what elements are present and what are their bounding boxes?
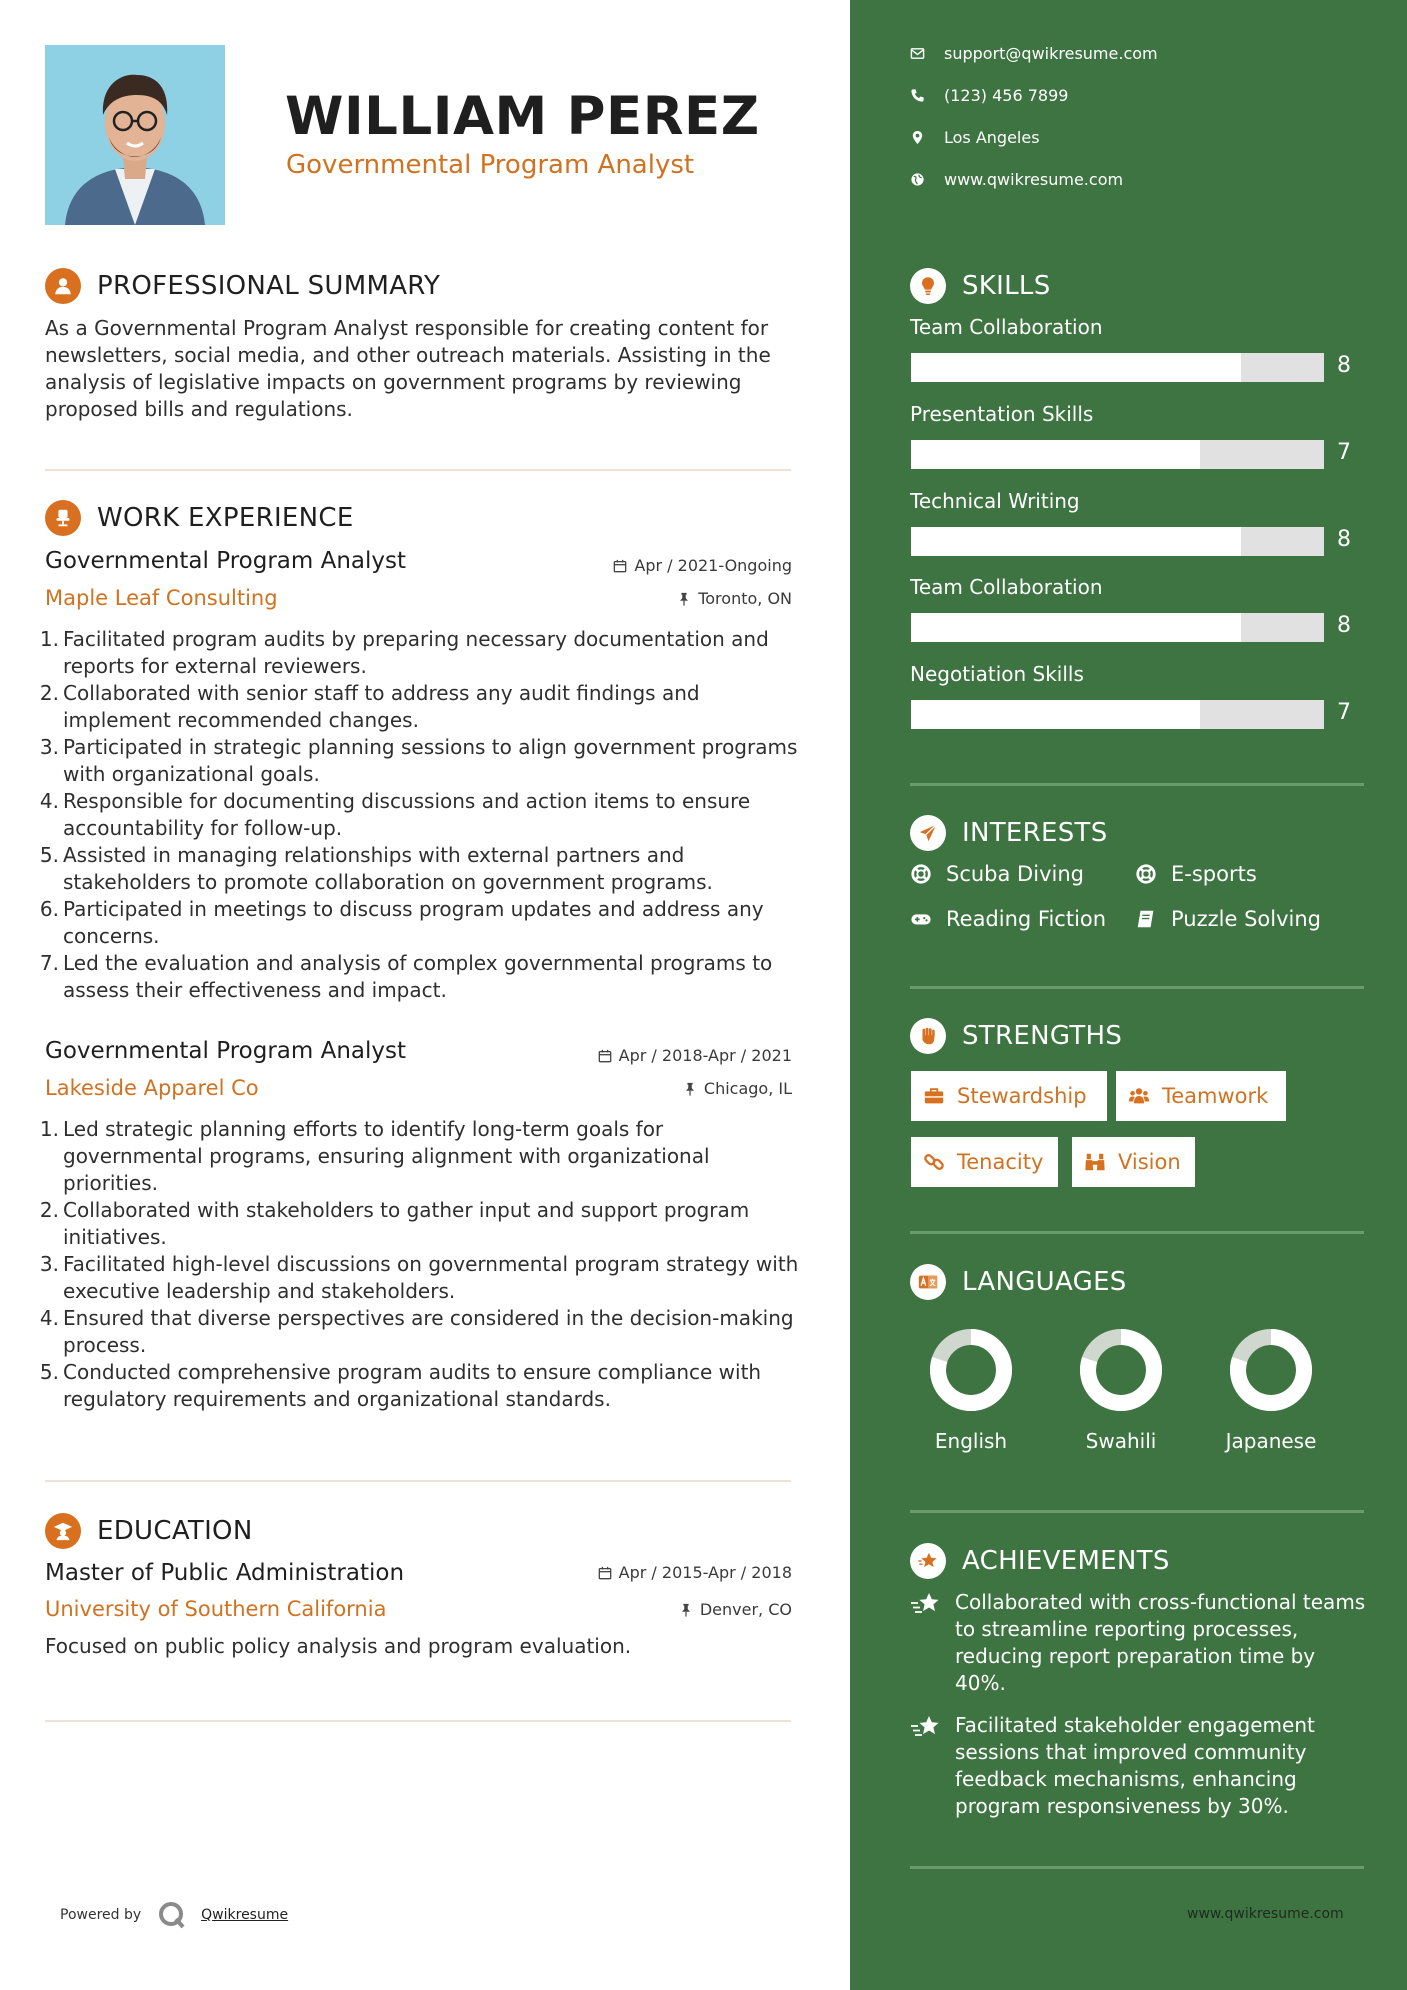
education-location [679,1600,792,1619]
gamepad-icon [910,908,932,930]
skill-name: Team Collaboration [910,315,1103,339]
link-icon [923,1151,945,1173]
sidebar [850,0,1407,1990]
company-name: Maple Leaf Consulting [45,586,278,610]
lifebuoy-icon [1135,863,1157,885]
languages-title: LANGUAGES [962,1267,1127,1297]
qwikresume-link[interactable]: Qwikresume [201,1907,289,1923]
job-location-text: Chicago, IL [703,1079,792,1098]
language-item [911,1327,1031,1453]
job-duties [37,626,807,1004]
education-date [598,1563,792,1582]
skill-bar [911,353,1324,382]
achievement-text: Collaborated with cross-functional teams to streamline reporting processes, reducing report preparation time by 40%. [955,1590,1366,1695]
job-location [683,1079,792,1098]
job-title: Governmental Program Analyst [45,1038,406,1064]
job-date-text: Apr / 2021-Ongoing [634,556,792,575]
graduate-icon [45,1513,81,1549]
divider [910,1510,1364,1513]
job-date [613,556,792,575]
powered-by [60,1900,288,1930]
pushpin-icon [683,1082,697,1096]
contact-website[interactable] [910,170,1123,189]
shooting-star-icon [910,1714,942,1742]
divider [45,1480,791,1482]
star-badge-icon [910,1543,946,1579]
list-item: 1. Led strategic planning efforts to identify long-term goals for governmental programs, ensuring alignment with organizational priorities. [39,1117,710,1195]
list-item: 1. Facilitated program audits by preparing necessary documentation and reports for external reviewers. [39,627,769,678]
email-text: support@qwikresume.com [944,44,1158,63]
binoculars-icon [1084,1151,1106,1173]
skill-bar-fill [911,700,1200,729]
list-item: 3. Participated in strategic planning sessions to align government programs with organizational goals. [39,735,798,786]
book-icon [1135,908,1157,930]
powered-by-label: Powered by [60,1907,142,1923]
calendar-icon [613,559,627,573]
strengths-title: STRENGTHS [962,1021,1123,1051]
strength-tag [1116,1071,1286,1121]
company-name: Lakeside Apparel Co [45,1076,259,1100]
interest-item [910,862,1084,886]
interest-item [1135,907,1321,931]
users-icon [1128,1085,1150,1107]
paper-plane-icon [910,815,946,851]
strength-label: Teamwork [1162,1084,1269,1108]
languages-heading [910,1264,1127,1300]
achievement-item [910,1712,1370,1820]
skill-bar-fill [911,353,1241,382]
fist-icon [910,1018,946,1054]
language-label: Swahili [1085,1429,1157,1453]
divider [45,469,791,471]
skill-name: Technical Writing [910,489,1080,513]
list-item: 4. Responsible for documenting discussions and action items to ensure accountability for follow-up. [39,789,751,840]
list-item: 6. Participated in meetings to discuss program updates and address any concerns. [39,897,764,948]
language-label: Japanese [1225,1429,1317,1453]
profile-photo [45,45,225,225]
briefcase-icon [923,1085,945,1107]
education-title: EDUCATION [97,1516,253,1546]
summary-text: As a Governmental Program Analyst responsible for creating content for newsletters, social media, and other outreach materials. Assisting in the analysis of legislative impacts on government programs by reviewing proposed bills and regulations. [45,316,771,421]
skill-name: Team Collaboration [910,575,1103,599]
language-donut [1228,1327,1314,1413]
lifebuoy-icon [910,863,932,885]
school-name: University of Southern California [45,1597,387,1621]
list-item: 5. Conducted comprehensive program audits to ensure compliance with regulatory requirements and organizational standards. [39,1360,762,1411]
skill-name: Negotiation Skills [910,662,1084,686]
summary-heading [45,268,440,304]
strengths-heading [910,1018,1122,1054]
skill-name: Presentation Skills [910,402,1094,426]
experience-heading [45,500,354,536]
experience-title: WORK EXPERIENCE [97,503,354,533]
language-item [1211,1327,1331,1453]
summary-title: PROFESSIONAL SUMMARY [97,271,441,301]
phone-icon [910,88,925,103]
language-donut [1078,1327,1164,1413]
contact-location [910,128,1040,147]
job-date [598,1046,792,1065]
lightbulb-icon [910,268,946,304]
qwikresume-logo-icon [157,1900,187,1930]
interest-item [910,907,1106,931]
strength-label: Tenacity [957,1150,1044,1174]
job-location-text: Toronto, ON [698,589,792,608]
skill-level: 7 [1337,440,1351,465]
contact-phone[interactable] [910,86,1068,105]
shooting-star-icon [910,1591,942,1619]
calendar-icon [598,1049,612,1063]
list-item: 4. Ensured that diverse perspectives are considered in the decision-making process. [39,1306,794,1357]
location-text: Los Angeles [944,128,1040,147]
skill-level: 7 [1337,700,1351,725]
education-date-text: Apr / 2015-Apr / 2018 [618,1563,792,1582]
pushpin-icon [679,1603,693,1617]
skills-heading [910,268,1051,304]
footer-website[interactable]: www.qwikresume.com [1187,1906,1344,1922]
education-location-text: Denver, CO [699,1600,792,1619]
strength-tag [911,1071,1107,1121]
user-icon [45,268,81,304]
divider [45,1720,791,1722]
list-item: 7. Led the evaluation and analysis of complex governmental programs to assess their effectiveness and impact. [39,951,773,1002]
interest-label: Reading Fiction [946,907,1107,931]
candidate-role: Governmental Program Analyst [286,150,695,180]
skill-level: 8 [1337,527,1351,552]
interests-title: INTERESTS [962,818,1108,848]
divider [910,986,1364,989]
degree-name: Master of Public Administration [45,1560,405,1586]
interests-heading [910,815,1108,851]
strength-label: Stewardship [957,1084,1087,1108]
interest-label: Puzzle Solving [1171,907,1321,931]
skill-bar [911,440,1324,469]
language-item [1061,1327,1181,1453]
divider [910,1231,1364,1234]
skill-bar-fill [911,440,1200,469]
skill-bar-fill [911,613,1241,642]
chair-icon [45,500,81,536]
candidate-name: WILLIAM PEREZ [285,86,760,147]
list-item: 2. Collaborated with stakeholders to gather input and support program initiatives. [39,1198,750,1249]
education-description: Focused on public policy analysis and program evaluation. [45,1634,632,1658]
language-donut [928,1327,1014,1413]
education-heading [45,1513,253,1549]
skill-bar [911,613,1324,642]
achievement-item [910,1589,1370,1697]
map-marker-icon [910,130,925,145]
calendar-icon [598,1566,612,1580]
interest-item [1135,862,1257,886]
achievements-heading [910,1543,1170,1579]
translate-icon [910,1264,946,1300]
contact-email[interactable] [910,44,1158,63]
interest-label: E-sports [1171,862,1257,886]
job-location [677,589,792,608]
skill-bar [911,527,1324,556]
strength-label: Vision [1118,1150,1181,1174]
strength-tag [1072,1137,1195,1187]
list-item: 5. Assisted in managing relationships with external partners and stakeholders to promote collaboration on government programs. [39,843,713,894]
job-date-text: Apr / 2018-Apr / 2021 [618,1046,792,1065]
language-label: English [934,1429,1008,1453]
list-item: 2. Collaborated with senior staff to address any audit findings and implement recommended changes. [39,681,700,732]
skill-bar [911,700,1324,729]
achievement-text: Facilitated stakeholder engagement sessions that improved community feedback mechanisms, enhancing program responsiveness by 30%. [955,1713,1315,1818]
website-text: www.qwikresume.com [944,170,1124,189]
envelope-icon [910,46,925,61]
globe-icon [910,172,925,187]
pushpin-icon [677,592,691,606]
skill-bar-fill [911,527,1241,556]
job-duties [37,1116,807,1413]
skills-title: SKILLS [962,271,1051,301]
skill-level: 8 [1337,613,1351,638]
strength-tag [911,1137,1058,1187]
phone-text: (123) 456 7899 [944,86,1069,105]
achievements-title: ACHIEVEMENTS [962,1546,1170,1576]
divider [910,783,1364,786]
skill-level: 8 [1337,353,1351,378]
list-item: 3. Facilitated high-level discussions on governmental program strategy with executive leadership and stakeholders. [39,1252,799,1303]
job-title: Governmental Program Analyst [45,548,406,574]
divider [910,1866,1364,1869]
interest-label: Scuba Diving [946,862,1084,886]
